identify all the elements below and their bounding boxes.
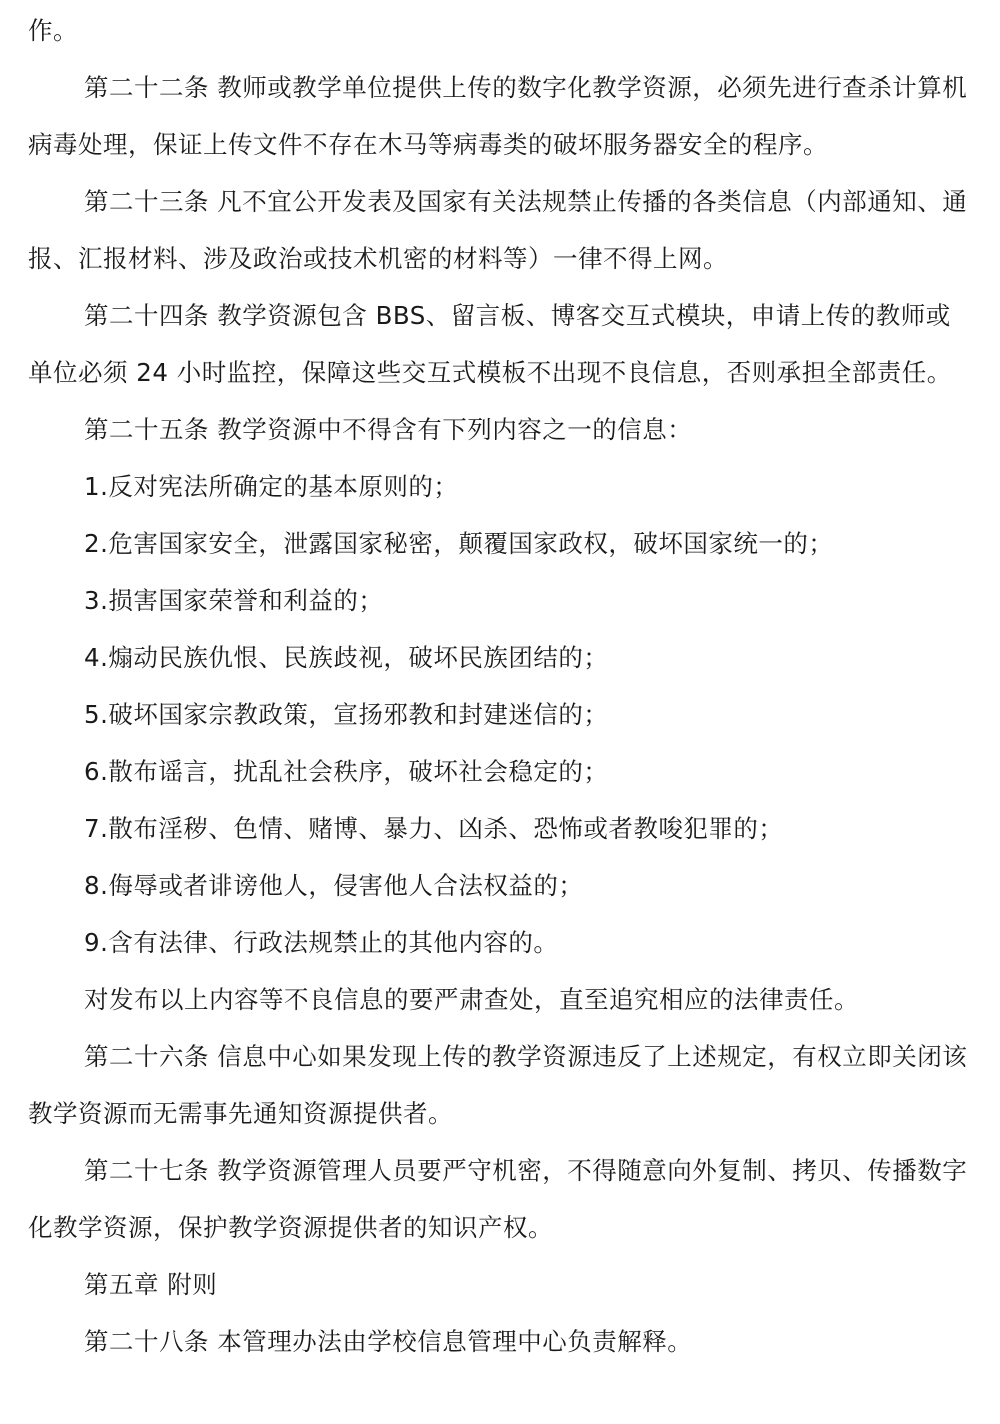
list-item: 5.破坏国家宗教政策，宣扬邪教和封建迷信的； — [84, 700, 609, 729]
article-25: 第二十五条 教学资源中不得含有下列内容之一的信息： — [84, 415, 693, 444]
list-item: 3.损害国家荣誉和利益的； — [84, 586, 384, 615]
list-item: 9.含有法律、行政法规禁止的其他内容的。 — [84, 928, 559, 957]
article-26: 第二十六条 信息中心如果发现上传的教学资源违反了上述规定，有权立即关闭该教学资源而无需事先通知资源提供者。 — [28, 1042, 968, 1128]
list-item: 7.散布淫秽、色情、赌博、暴力、凶杀、恐怖或者教唆犯罪的； — [84, 814, 784, 843]
article-24: 第二十四条 教学资源包含 BBS、留言板、博客交互式模块，申请上传的教师或单位必须 24 小时监控，保障这些交互式模板不出现不良信息，否则承担全部责任。 — [28, 301, 952, 387]
article-27: 第二十七条 教学资源管理人员要严守机密，不得随意向外复制、拷贝、传播数字化教学资源，保护教学资源提供者的知识产权。 — [28, 1156, 968, 1242]
list-item: 4.煽动民族仇恨、民族歧视，破坏民族团结的； — [84, 643, 609, 672]
article-22: 第二十二条 教师或教学单位提供上传的数字化教学资源，必须先进行查杀计算机病毒处理，保证上传文件不存在木马等病毒类的破坏服务器安全的程序。 — [28, 73, 968, 159]
article-25-penalty: 对发布以上内容等不良信息的要严肃查处，直至追究相应的法律责任。 — [84, 985, 859, 1014]
list-item: 6.散布谣言，扰乱社会秩序，破坏社会稳定的； — [84, 757, 609, 786]
list-item: 8.侮辱或者诽谤他人，侵害他人合法权益的； — [84, 871, 584, 900]
list-item: 1.反对宪法所确定的基本原则的； — [84, 472, 459, 501]
article-23: 第二十三条 凡不宜公开发表及国家有关法规禁止传播的各类信息（内部通知、通报、汇报材料、涉及政治或技术机密的材料等）一律不得上网。 — [28, 187, 968, 273]
chapter-heading: 第五章 附则 — [84, 1270, 218, 1299]
paragraph-continuation: 作。 — [28, 16, 78, 45]
article-28: 第二十八条 本管理办法由学校信息管理中心负责解释。 — [84, 1327, 693, 1356]
list-item: 2.危害国家安全，泄露国家秘密，颠覆国家政权，破坏国家统一的； — [84, 529, 834, 558]
